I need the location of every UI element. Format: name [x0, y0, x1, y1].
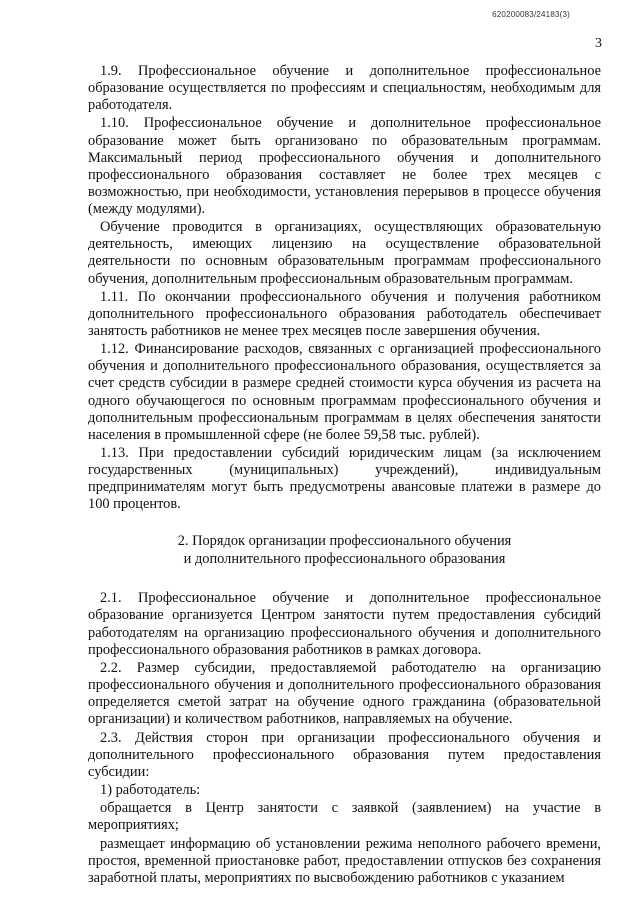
paragraph: 2.3. Действия сторон при организации профессионального обучения и дополнительного профессионального образования путем предоставления субсидии:	[88, 729, 601, 780]
paragraph: 1.13. При предоставлении субсидий юридическим лицам (за исключением государственных (муниципальных) учреждений), индивидуальным предпринимателям могут быть предусмотрены авансовые платежи в размере до 100 процентов.	[88, 445, 601, 513]
document-body	[88, 63, 601, 888]
paragraph: 1.12. Финансирование расходов, связанных с организацией профессионального обучения и дополнительного профессионального образования, осуществляется за счет средств субсидии в размере средней стоимости курса обучения из расчета на одного обучающегося по основным программам профессионального обучения и дополнительным профессиональным программам в целях обеспечения занятости населения в промышленной сфере (не более 59,58 тыс. рублей).	[88, 341, 601, 443]
document-code: 620200083/24183(3)	[492, 10, 570, 19]
section-heading-line-2: и дополнительного профессионального образования	[183, 550, 506, 567]
paragraph: Обучение проводится в организациях, осуществляющих образовательную деятельность, имеющих лицензию на осуществление образовательной деятельности по основным образовательным программам профессионального обучения, дополнительным профессиональным образовательным программам.	[88, 219, 601, 287]
section-heading	[88, 533, 601, 568]
paragraph: 2.1. Профессиональное обучение и дополнительное профессиональное образование организуется Центром занятости путем предоставления субсидий работодателям на организацию профессионального обучения и дополнительного профессионального образования работников в рамках договора.	[88, 590, 601, 658]
paragraph: обращается в Центр занятости с заявкой (заявлением) на участие в мероприятиях;	[88, 800, 601, 834]
paragraph: размещает информацию об установлении режима неполного рабочего времени, простоя, временной приостановке работ, предоставлении отпусков без сохранения заработной платы, мероприятиях по высвобождению работников с указанием	[88, 835, 601, 886]
section-heading-line-1: 2. Порядок организации профессионального обучения	[177, 533, 512, 550]
paragraph: 1.9. Профессиональное обучение и дополнительное профессиональное образование осуществляется по профессиям и специальностям, необходимым для работодателя.	[88, 63, 601, 114]
list-item: 1) работодатель:	[100, 781, 201, 798]
paragraph: 1.10. Профессиональное обучение и дополнительное профессиональное образование может быть организовано по образовательным программам. Максимальный период профессионального обучения и дополнительного профессионального образования составляет не более трех месяцев с возможностью, при необходимости, установления перерывов в процессе обучения (между модулями).	[88, 115, 601, 217]
paragraph: 1.11. По окончании профессионального обучения и получения работником дополнительного профессионального образования работодатель обеспечивает занятость работников не менее трех месяцев после завершения обучения.	[88, 288, 601, 339]
paragraph: 2.2. Размер субсидии, предоставляемой работодателю на организацию профессионального обучения и дополнительного профессионального образования определяется сметой затрат на обучение одного гражданина (образовательной организации) и количеством работников, направляемых на обучение.	[88, 659, 601, 728]
page-number: 3	[595, 36, 602, 51]
